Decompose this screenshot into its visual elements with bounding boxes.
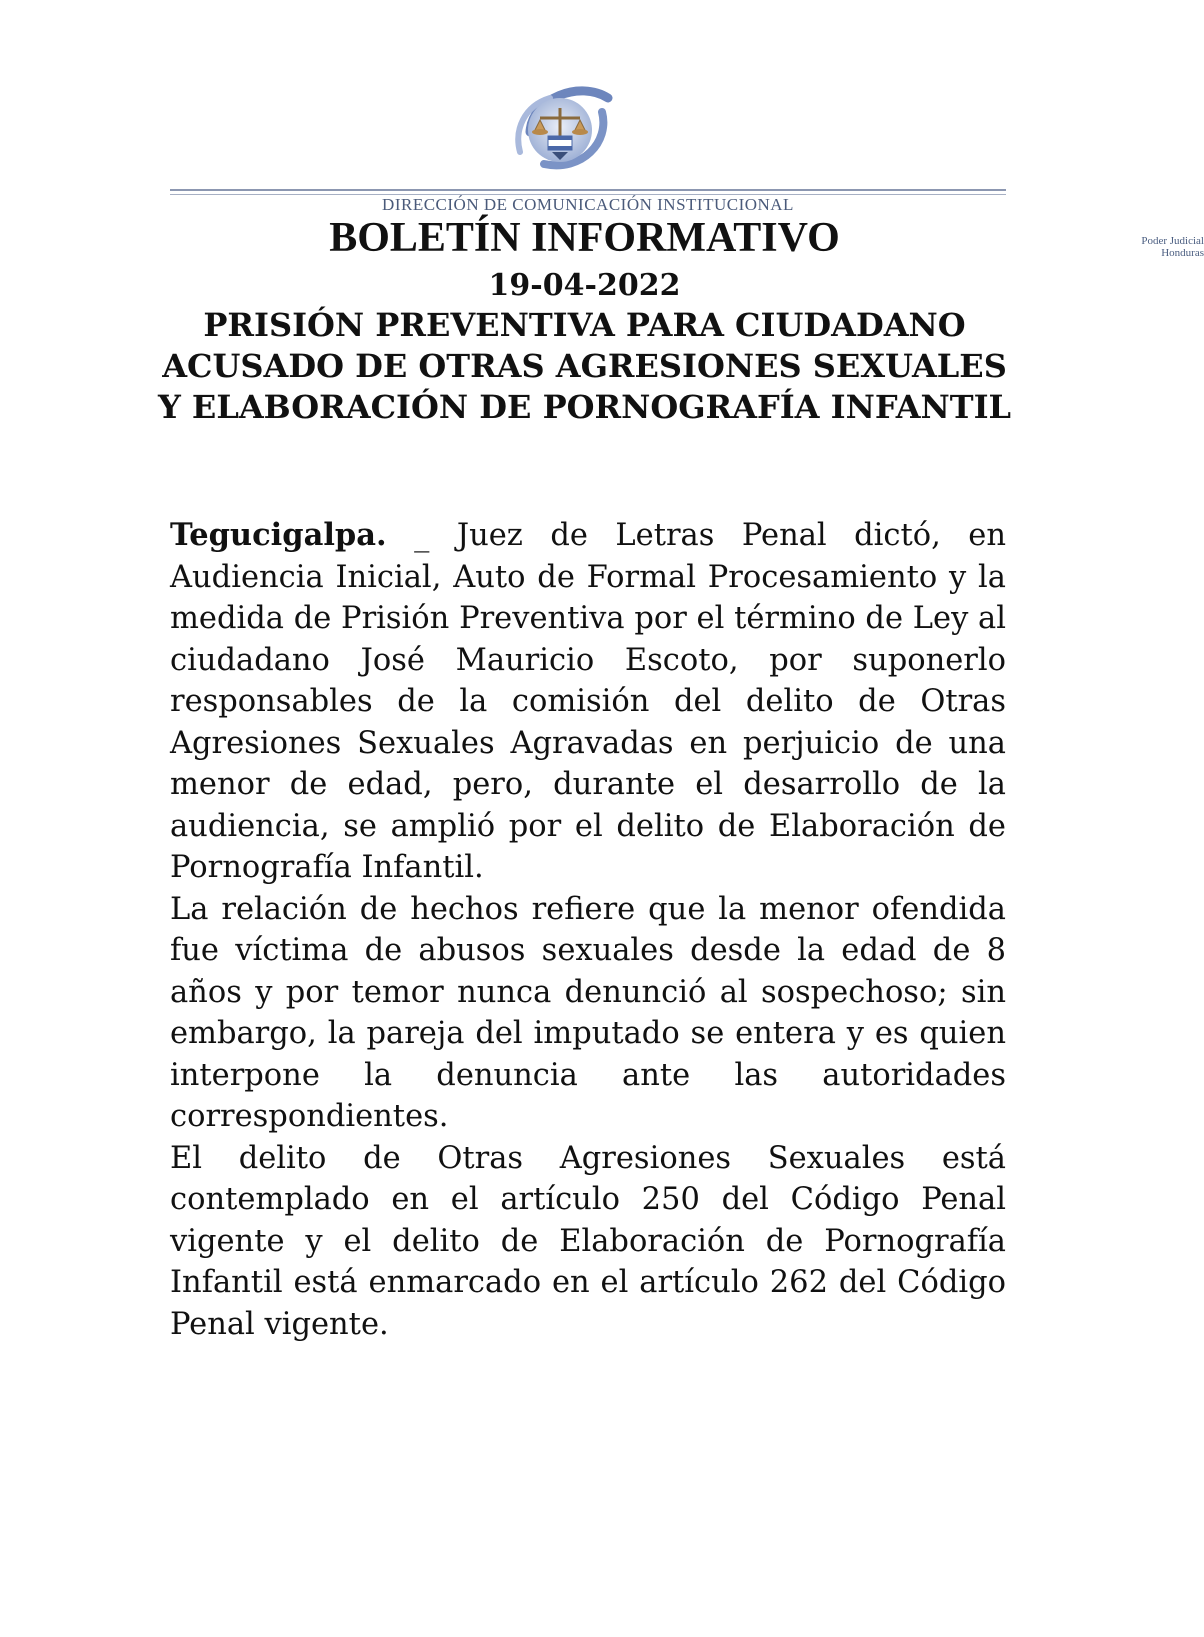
news-headline: PRISIÓN PREVENTIVA PARA CIUDADANO ACUSADO DE OTRAS AGRESIONES SEXUALES Y ELABORACIÓN DE PORNOGRAFÍA INFANTIL (157, 306, 1012, 426)
bulletin-date: 19-04-2022 (488, 268, 681, 303)
article-body (170, 515, 1006, 1345)
paragraph-1-text: _ Juez de Letras Penal dictó, en Audiencia Inicial, Auto de Formal Procesamiento y la medida de Prisión Preventiva por el término de Ley al ciudadano José Mauricio Escoto, por suponerlo responsables de la comisión del delito de Otras Agresiones Sexuales Agravadas en perjuicio de una menor de edad, pero, durante el desarrollo de la audiencia, se amplió por el delito de Elaboración de Pornografía Infantil. (170, 518, 1006, 885)
logo-line-1: Poder Judicial (1141, 235, 1204, 247)
bulletin-title: BOLETÍN INFORMATIVO (329, 215, 840, 261)
dateline-place: Tegucigalpa. (170, 517, 387, 553)
paragraph-2: La relación de hechos refiere que la menor ofendida fue víctima de abusos sexuales desde la edad de 8 años y por temor nunca denunció al sospechoso; sin embargo, la pareja del imputado se entera y es quien interpone la denuncia ante las autoridades correspondientes. (170, 891, 1006, 1134)
paragraph-1 (170, 515, 1006, 889)
paragraph-3: El delito de Otras Agresiones Sexuales está contemplado en el artículo 250 del Código Penal vigente y el delito de Elaboración de Pornografía Infantil está enmarcado en el artículo 262 del Código Penal vigente. (170, 1140, 1006, 1342)
institution-direction: DIRECCIÓN DE COMUNICACIÓN INSTITUCIONAL (382, 195, 794, 214)
header-rule-top (170, 189, 1006, 191)
logo-line-2: Honduras (1161, 247, 1204, 259)
judicial-scales-emblem-icon (510, 80, 700, 190)
